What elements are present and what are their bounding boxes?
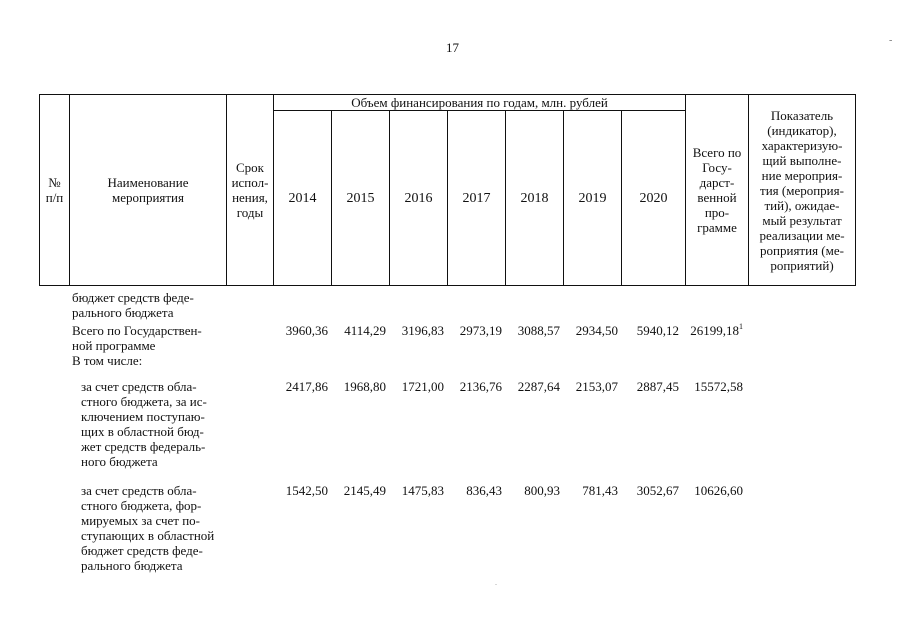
row-name-line: В том числе: — [72, 353, 143, 368]
footnote-mark: 1 — [739, 322, 743, 331]
cell-2017: 2136,76 — [459, 379, 502, 394]
cell-2018: 3088,57 — [517, 323, 560, 338]
cell-2014: 3960,36 — [285, 323, 328, 338]
row-name-line: Всего по Государствен- — [72, 323, 202, 338]
row-name-line: за счет средств обла- — [81, 379, 197, 394]
header-name: Наименование мероприятия — [70, 95, 227, 286]
row-name — [81, 379, 231, 469]
row-name-line: ступающих в областной — [81, 528, 215, 543]
row-name — [72, 290, 227, 320]
cell-total — [683, 323, 743, 338]
cell-2018: 2287,64 — [517, 379, 560, 394]
scan-speck: . — [495, 578, 497, 587]
header-year-2015: 2015 — [332, 111, 390, 286]
row-name-line: щих в областной бюд- — [81, 424, 204, 439]
cell-total: 15572,58 — [694, 379, 743, 394]
row-name-line: ного бюджета — [81, 454, 158, 469]
row-name-line: жет средств федераль- — [81, 439, 206, 454]
row-name-line: бюджет средств феде- — [72, 290, 194, 305]
header-term: Срок испол- нения, годы — [227, 95, 274, 286]
row-name-line: ной программе — [72, 338, 156, 353]
cell-2015: 1968,80 — [343, 379, 386, 394]
header-total: Всего по Госу- дарст- венной про- грамме — [686, 95, 749, 286]
header-year-2016: 2016 — [390, 111, 448, 286]
header-year-2020: 2020 — [622, 111, 686, 286]
row-name-line: рального бюджета — [72, 305, 174, 320]
header-indicator: Показатель (индикатор), характеризую- щий выполне- ние мероприя- тия (мероприя- тий), ожидае- мый результат реализации ме- роприятия (ме- роприятий) — [749, 95, 856, 286]
row-name-line: ключением поступаю- — [81, 409, 205, 424]
cell-2016: 3196,83 — [401, 323, 444, 338]
row-name-line: бюджет средств феде- — [81, 543, 203, 558]
cell-2019: 781,43 — [582, 483, 618, 498]
header-num: № п/п — [40, 95, 70, 286]
cell-2020: 3052,67 — [636, 483, 679, 498]
row-name-line: стного бюджета, фор- — [81, 498, 202, 513]
cell-2015: 4114,29 — [344, 323, 386, 338]
page-number: 17 — [446, 40, 459, 55]
header-year-2014: 2014 — [274, 111, 332, 286]
row-name — [72, 323, 227, 353]
header-year-2017: 2017 — [448, 111, 506, 286]
row-name — [72, 353, 227, 368]
header-financing: Объем финансирования по годам, млн. рублей — [274, 95, 686, 111]
header-year-2019: 2019 — [564, 111, 622, 286]
row-name-line: за счет средств обла- — [81, 483, 197, 498]
cell-2020: 2887,45 — [636, 379, 679, 394]
cell-2017: 2973,19 — [459, 323, 502, 338]
cell-2017: 836,43 — [466, 483, 502, 498]
corner-mark: - — [889, 35, 893, 46]
cell-2016: 1721,00 — [401, 379, 444, 394]
cell-total: 10626,60 — [694, 483, 743, 498]
row-name-line: рального бюджета — [81, 558, 183, 573]
row-name-line: стного бюджета, за ис- — [81, 394, 207, 409]
cell-2020: 5940,12 — [636, 323, 679, 338]
cell-2019: 2153,07 — [575, 379, 618, 394]
header-year-2018: 2018 — [506, 111, 564, 286]
cell-2014: 2417,86 — [285, 379, 328, 394]
row-name-line: мируемых за счет по- — [81, 513, 201, 528]
cell-2015: 2145,49 — [343, 483, 386, 498]
cell-2018: 800,93 — [524, 483, 560, 498]
cell-2019: 2934,50 — [575, 323, 618, 338]
header-table — [39, 94, 856, 286]
cell-total-value: 26199,18 — [690, 323, 739, 338]
cell-2016: 1475,83 — [401, 483, 444, 498]
row-name — [81, 483, 231, 573]
cell-2014: 1542,50 — [285, 483, 328, 498]
